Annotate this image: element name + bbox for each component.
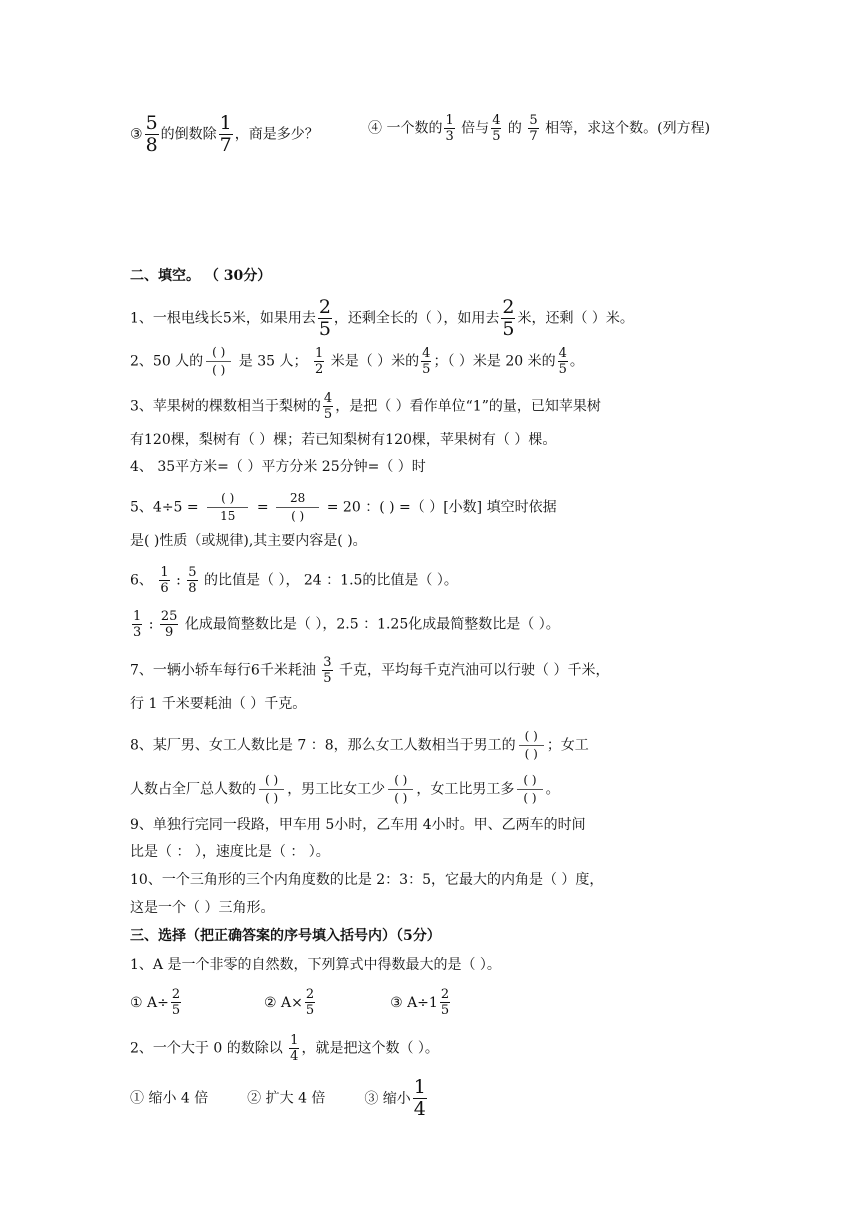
choice-q2-options: [130, 1078, 429, 1119]
fill-q6-line2: $\frac{1}{3}$ : $\frac{25}{9}$ 化成最简整数比是（ ），2.5 ：1.25化成最简整数比是（ ）。: [133, 609, 560, 640]
fill-q7-line1: 7、一辆小轿车每行6千米耗油 $\frac{3}{5}$ 千克，平均每千克汽油可以行驶（ ）千米，: [130, 655, 610, 686]
fill-q8-line2: 人数占全厂总人数的 ( ) ( ) ，男工比女工少 ( ) ( ) ，女工比男工多 ( ) ( ) 。: [130, 773, 560, 806]
fraction: $\frac{1}{6}$: [160, 565, 169, 596]
fraction-5-8: $\frac{5}{8}$: [145, 112, 158, 156]
option-3[interactable]: ③ A÷1 $\frac{2}{5}$: [390, 987, 450, 1018]
answer-fraction-blank[interactable]: ( ) ( ): [388, 774, 413, 805]
section-2-title: 二、填空。 （ 30分）: [130, 268, 272, 284]
fill-q6-line1: 6、 $\frac{1}{6}$ : $\frac{5}{8}$ 的比值是（ ）， 24 ：1.5的比值是（ ）。: [130, 565, 458, 596]
fraction: $\frac{5}{8}$: [188, 565, 197, 596]
fill-q7-line2: 行 1 千米要耗油（ ）千克。: [130, 696, 307, 712]
section-3-title: 三、选择（把正确答案的序号填入括号内）（5分）: [130, 928, 441, 944]
problem-4-line: ④ 一个数的 $\frac{1}{3}$ 倍与 $\frac{4}{5}$ 的 $\frac{5}{7}$ 相等，求这个数。(列方程): [368, 113, 711, 144]
fill-q1: 1、一根电线长5米，如果用去 $\frac{2}{5}$ ，还剩全长的（ ），如用去 $\frac{2}{5}$ 米，还剩（ ）米。: [130, 296, 634, 340]
fraction: $\frac{1}{4}$: [290, 1033, 299, 1064]
fill-q10-line2: 这是一个（ ）三角形。: [130, 900, 275, 916]
choice-q1: 1、A 是一个非零的自然数，下列算式中得数最大的是（ ）。: [130, 957, 501, 973]
fraction: $\frac{1}{2}$: [314, 346, 324, 378]
fraction: $\frac{4}{5}$: [323, 391, 333, 422]
fraction: $\frac{2}{5}$: [171, 987, 181, 1018]
choice-q2: 2、一个大于 0 的数除以 $\frac{1}{4}$ ，就是把这个数（ ）。: [130, 1033, 439, 1064]
option-1[interactable]: ① 缩小 4 倍: [130, 1090, 209, 1107]
fraction: $\frac{2}{5}$: [318, 296, 331, 340]
fraction: $\frac{4}{5}$: [422, 346, 431, 378]
fraction: $\frac{2}{5}$: [305, 987, 315, 1018]
fraction: $\frac{4}{5}$: [558, 346, 567, 378]
fill-q5-line1: 5、4÷5 = ( ) 15 = 28 ( ) = 20 ：( ) =（ ）[小数] 填空时依据: [130, 491, 557, 524]
fraction-5-7: $\frac{5}{7}$: [529, 113, 538, 144]
answer-fraction-blank[interactable]: ( ) ( ): [519, 730, 544, 761]
fill-q3-line1: 3、苹果树的棵数相当于梨树的 $\frac{4}{5}$ ，是把（ ）看作单位“1”的量，已知苹果树: [130, 391, 601, 422]
answer-fraction-blank[interactable]: 28 ( ): [276, 492, 319, 523]
fill-q3-line2: 有120棵，梨树有（ ）棵；若已知梨树有120棵，苹果树有（ ）棵。: [130, 432, 557, 448]
option-1[interactable]: ① A÷ $\frac{2}{5}$: [130, 987, 181, 1018]
option-2[interactable]: ② A× $\frac{2}{5}$: [264, 987, 315, 1018]
fraction: $\frac{1}{3}$: [133, 609, 142, 640]
choice-q1-options: [130, 988, 452, 1017]
problem-3-prefix: ③: [130, 126, 143, 143]
fill-q9-line1: 9、单独行完同一段路，甲车用 5小时，乙车用 4小时。甲、乙两车的时间: [130, 817, 586, 833]
option-3[interactable]: ③ 缩小 $\frac{1}{4}$: [364, 1076, 426, 1120]
answer-fraction-blank[interactable]: ( ) ( ): [259, 774, 284, 805]
fill-q4: 4、 35平方米=（ ）平方分米 25分钟=（ ）时: [130, 459, 426, 475]
fill-q8-line1: 8、某厂男、女工人数比是 7 ：8，那么女工人数相当于男工的 ( ) ( ) ；女工: [130, 729, 589, 762]
fill-q5-line2: 是( )性质（或规律),其主要内容是( )。: [130, 533, 367, 549]
fraction-4-5: $\frac{4}{5}$: [492, 113, 501, 144]
fill-q9-line2: 比是（ ： ），速度比是（ ： ）。: [130, 844, 330, 860]
answer-fraction-blank[interactable]: ( ) 15: [206, 492, 249, 523]
answer-fraction-blank[interactable]: ( ) ( ): [517, 774, 542, 805]
fraction-1-3: $\frac{1}{3}$: [445, 113, 454, 144]
fraction: $\frac{2}{5}$: [502, 296, 515, 340]
problem-3-4-line: ③ $\frac{5}{8}$ 的倒数除 $\frac{1}{7}$ ，商是多少？: [130, 112, 319, 156]
fill-q2: 2、50 人的 ( ) ( ) 是 35 人； $\frac{1}{2}$ 米是（ ）米的 $\frac{4}{5}$ ；（ ）米是 20 米的 $\frac{4}{5}$ 。: [130, 345, 584, 378]
fraction-1-7: $\frac{1}{7}$: [219, 112, 232, 156]
fraction: $\frac{3}{5}$: [323, 655, 332, 686]
fraction: $\frac{25}{9}$: [160, 609, 178, 640]
option-2[interactable]: ② 扩大 4 倍: [247, 1090, 326, 1107]
fraction: $\frac{2}{5}$: [440, 987, 450, 1018]
fill-q10-line1: 10、一个三角形的三个内角度数的比是 2：3：5，它最大的内角是（ ）度，: [130, 872, 604, 888]
answer-fraction-blank[interactable]: ( ) ( ): [206, 346, 231, 377]
fraction: $\frac{1}{4}$: [413, 1076, 426, 1120]
